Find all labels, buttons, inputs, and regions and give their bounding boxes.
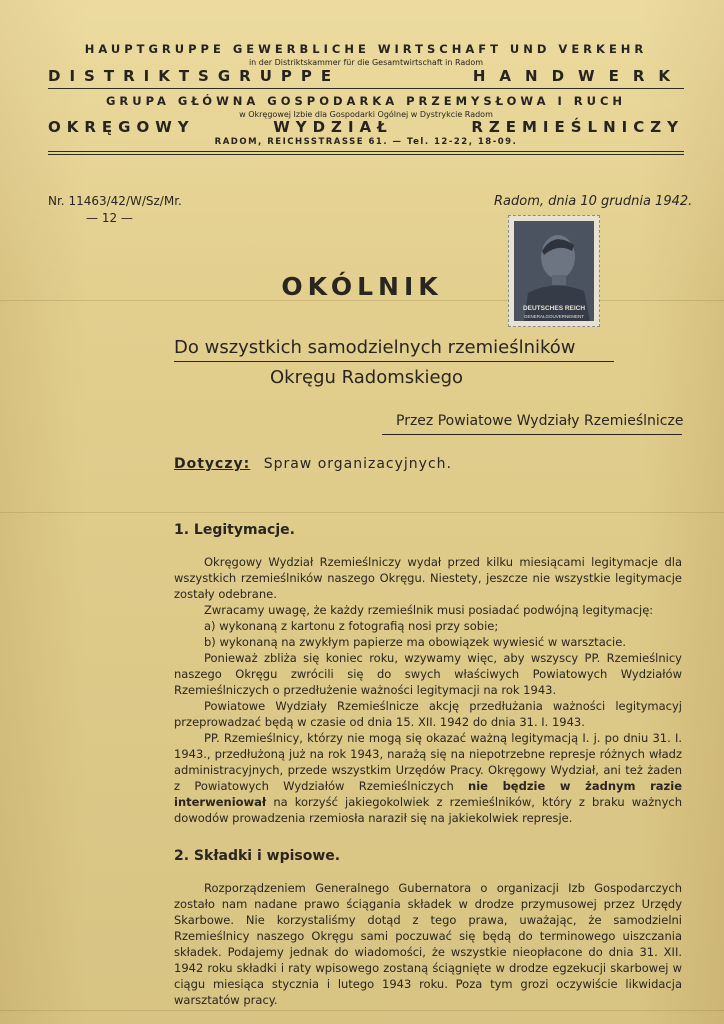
routing-note: Przez Powiatowe Wydziały Rzemieślnicze bbox=[396, 413, 684, 429]
postage-stamp bbox=[508, 215, 600, 327]
letterhead-divider bbox=[48, 151, 684, 152]
addressee-line-1: Do wszystkich samodzielnych rzemieślników bbox=[174, 337, 576, 358]
subject-label: Dotyczy: bbox=[174, 456, 251, 472]
paragraph: Okręgowy Wydział Rzemieślniczy wydał przed kilku miesiącami legitymacje dla wszystkich rzemieślników naszego Okręgu. Niestety, jeszcze nie wszystkie legitymacje zostały odebrane. bbox=[174, 555, 682, 601]
paragraph: Zwracamy uwagę, że każdy rzemieślnik musi posiadać podwójną legitymację: bbox=[204, 603, 654, 617]
letterhead-line-1: HAUPTGRUPPE GEWERBLICHE WIRTSCHAFT UND VERKEHR bbox=[84, 42, 648, 56]
section-2-heading: 2. Składki i wpisowe. bbox=[174, 848, 341, 864]
letterhead-word: HANDWERK bbox=[472, 67, 684, 85]
letterhead-line-5: w Okręgowej Izbie dla Gospodarki Ogólnej w Dystrykcie Radom bbox=[239, 110, 493, 119]
document-title: OKÓLNIK bbox=[281, 272, 443, 301]
subject-line bbox=[174, 456, 452, 472]
section-2-body bbox=[174, 880, 682, 1008]
section-1-body bbox=[174, 554, 682, 826]
section-1-heading: 1. Legitymacje. bbox=[174, 522, 295, 538]
letterhead-line-2: in der Distriktskammer für die Gesamtwirtschaft in Radom bbox=[248, 58, 484, 67]
list-item: a) wykonaną z kartonu z fotografią nosi przy sobie; bbox=[204, 619, 499, 633]
letterhead-word: RZEMIEŚLNICZY bbox=[471, 118, 684, 136]
letterhead-line-3 bbox=[48, 67, 684, 85]
page-number: — 12 — bbox=[86, 211, 133, 225]
reference-number: Nr. 11463/42/W/Sz/Mr. bbox=[48, 194, 182, 208]
subject-text: Spraw organizacyjnych. bbox=[263, 456, 452, 472]
paragraph: Powiatowe Wydziały Rzemieślnicze akcję przedłużania ważności legitymacyj przeprowadzać będą w czasie od dnia 15. XII. 1942 do dnia 31. I. 1943. bbox=[174, 699, 682, 729]
addressee-line-2: Okręgu Radomskiego bbox=[270, 367, 464, 388]
paper-fold bbox=[0, 1010, 724, 1011]
list-item: b) wykonaną na zwykłym papierze ma obowiązek wywiesić w warsztacie. bbox=[204, 635, 626, 649]
letterhead-word: OKRĘGOWY bbox=[48, 118, 195, 136]
letterhead-address: RADOM, REICHSSTRASSE 61. — Tel. 12-22, 18-09. bbox=[214, 137, 518, 147]
paper-fold bbox=[0, 512, 724, 513]
paragraph: Rozporządzeniem Generalnego Gubernatora o organizacji Izb Gospodarczych zostało nam nadane prawo ściągania składek w drodze przymusowej przez Urzędy Skarbowe. Nie korzystaliśmy dotąd z tego prawa, uważając, że samodzielni Rzemieślnicy naszego Okręgu sami poczuwać się będą do terminowego uiszczania składek. Podajemy jednak do wiadomości, że wszystkie nieopłacone do dnia 31. XII. 1942 roku składki i raty wpisowego zostaną ściągnięte w drodze egzekucji skarbowej w ciągu miesiąca stycznia i lutego 1943 roku. Poza tym grozi oczywiście likwidacja warsztatów pracy. bbox=[174, 881, 682, 1007]
letterhead-word: WYDZIAŁ bbox=[273, 118, 393, 136]
routing-underline bbox=[382, 434, 682, 435]
stamp-country: DEUTSCHES REICH bbox=[522, 305, 586, 312]
paragraph-text: PP. Rzemieślnicy, którzy nie mogą się okazać ważną legitymacją I. j. po dniu 31. I. 1943., przedłużoną już na rok 1943, narażą się na niepotrzebne represje różnych władz administracyjnych, przede wszystkim Urzędów Pracy. Okręgowy Wydział, ani też żaden z Powiatowych Wydziałów Rzemieślniczych bbox=[174, 731, 682, 793]
stamp-portrait bbox=[514, 221, 594, 321]
paragraph bbox=[174, 730, 682, 826]
addressee-underline bbox=[174, 361, 614, 362]
letterhead-line-6 bbox=[48, 118, 684, 136]
stamp-issuer: GENERALGOUVERNEMENT bbox=[523, 314, 584, 319]
letterhead-divider bbox=[48, 154, 684, 155]
letterhead-divider bbox=[48, 88, 684, 89]
emphasis: nie będzie w żadnym razie interweniował bbox=[174, 779, 682, 809]
letterhead-line-4: GRUPA GŁÓWNA GOSPODARKA PRZEMYSŁOWA I RUCH bbox=[105, 94, 627, 108]
letterhead-word: DISTRIKTSGRUPPE bbox=[48, 67, 341, 85]
paragraph: Ponieważ zbliża się koniec roku, wzywamy więc, aby wszyscy PP. Rzemieślnicy naszego Okręgu zwrócili się do swych właściwych Powiatowych Wydziałów Rzemieślniczych o przedłużenie ważności legitymacji na rok 1943. bbox=[174, 651, 682, 697]
paragraph-text: na korzyść jakiegokolwiek z rzemieślników, który z braku ważnych dowodów prowadzenia rzemiosła naraził się na jakiekolwiek represje. bbox=[174, 795, 683, 825]
document-date: Radom, dnia 10 grudnia 1942. bbox=[494, 194, 693, 209]
